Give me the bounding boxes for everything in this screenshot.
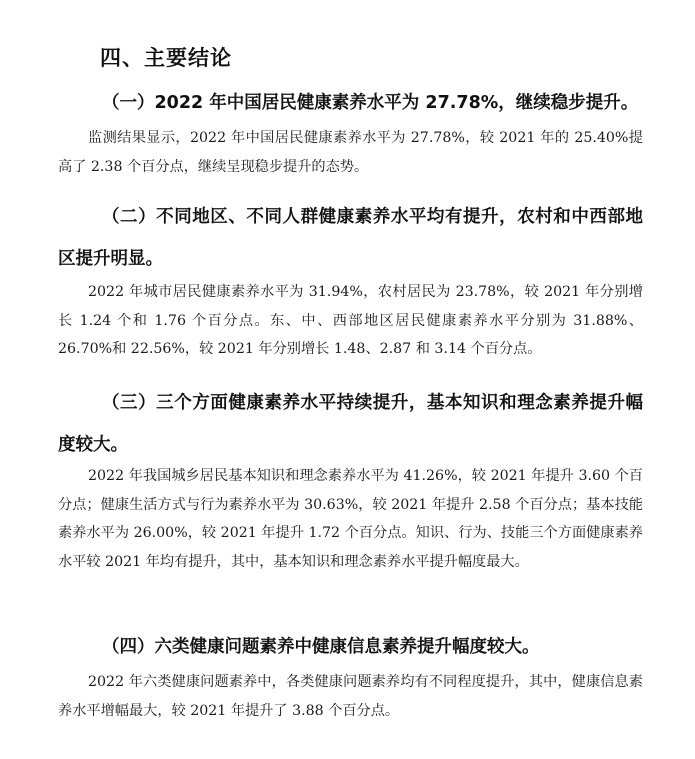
conclusion-3-body: 2022 年我国城乡居民基本知识和理念素养水平为 41.26%，较 2021 年提升 3.60 个百分点；健康生活方式与行为素养水平为 30.63%，较 2021 年提升 2.58 个百分点；基本技能素养水平为 26.00%，较 2021 年提升 1.72 个百分点。知识、行为、技能三个方面健康素养水平较 2021 年均有提升，其中，基本知识和理念素养水平提升幅度最大。 [58,468,643,570]
conclusion-2-body: 2022 年城市居民健康素养水平为 31.94%，农村居民为 23.78%，较 2021 年分别增长 1.24 个和 1.76 个百分点。东、中、西部地区居民健康素养水平分别为 31.88%、26.70%和 22.56%，较 2021 年分别增长 1.48、2.87 和 3.14 个百分点。 [58,284,643,358]
conclusion-4-body: 2022 年六类健康问题素养中，各类健康问题素养均有不同程度提升，其中，健康信息素养水平增幅最大，较 2021 年提升了 3.88 个百分点。 [58,674,643,719]
section-title: 四、主要结论 [100,46,232,70]
conclusion-1-heading: （一）2022 年中国居民健康素养水平为 27.78%，继续稳步提升。 [102,93,639,113]
conclusion-4-heading: （四）六类健康问题素养中健康信息素养提升幅度较大。 [102,637,540,657]
conclusion-3-heading: （三）三个方面健康素养水平持续提升，基本知识和理念素养提升幅度较大。 [58,393,643,455]
conclusion-2-heading: （二）不同地区、不同人群健康素养水平均有提升，农村和中西部地区提升明显。 [58,207,643,269]
conclusion-1-body: 监测结果显示，2022 年中国居民健康素养水平为 27.78%，较 2021 年的 25.40%提高了 2.38 个百分点，继续呈现稳步提升的态势。 [58,130,643,175]
